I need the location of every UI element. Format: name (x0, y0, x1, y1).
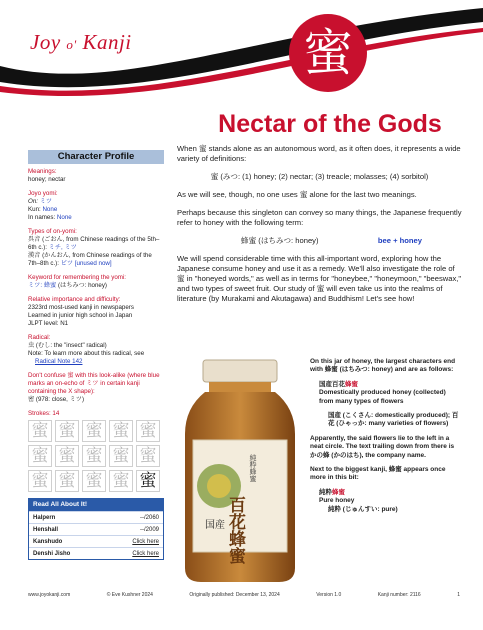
radical-note-link[interactable]: Radical Note 142 (35, 358, 83, 365)
page-footer: www.joyokanji.com © Eve Kushner 2024 Originally published: December 13, 2024 Version 1.0 Kanji number: 2116 1 (28, 592, 460, 598)
denshi-jisho-link[interactable]: Click here (132, 550, 159, 557)
paragraph: As we will see, though, no one uses 蜜 alone for the last two meanings. (177, 190, 417, 199)
character-profile (28, 150, 164, 590)
stroke-step: 蜜 (28, 420, 52, 442)
stroke-step: 蜜 (55, 470, 79, 492)
stroke-step: 蜜 (136, 420, 160, 442)
reference-row[interactable]: Denshi Jisho Click here (29, 547, 163, 559)
reference-row[interactable]: Henshall --/2009 (29, 523, 163, 535)
paragraph: Apparently, the said flowers lie to the left in a neat circle. The text trailing down from there is かの蜂 (かのはち), the company name. (310, 434, 455, 459)
featured-kanji: 蜜 (289, 14, 367, 92)
stroke-step: 蜜 (55, 445, 79, 467)
importance-section: Relative importance and difficulty: 2323rd most-used kanji in newspapers Learned in junior high school in Japan JLPT level: N1 (28, 296, 134, 327)
intro-paragraph: When 蜜 stands alone as an autonomous word, as it often does, it represents a wide variety of definitions: (177, 144, 461, 163)
kanshudo-link[interactable]: Click here (132, 538, 159, 545)
definition-line: 蜜 (みつ: (1) honey; (2) nectar; (3) treacle; molasses; (4) sorbitol) (210, 172, 429, 181)
paragraph: Perhaps because this singleton can convey so many things, the Japanese frequently refer to honey with the following term: (177, 208, 462, 227)
lookalike-section: Don't confuse 蜜 with this look-alike (where blue marks an on-echo of ミツ in certain kanji containing the X shape): 密 (978: close, ミツ) (28, 372, 160, 403)
svg-text:百花蜂蜜: 百花蜂蜜 (225, 496, 245, 564)
stroke-step: 蜜 (109, 445, 133, 467)
stroke-step: 蜜 (109, 470, 133, 492)
stroke-step: 蜜 (136, 470, 160, 492)
profile-heading: Character Profile (28, 150, 164, 164)
paragraph: On this jar of honey, the largest characters end with 蜂蜜 (はちみつ: honey) and are as follows: (310, 358, 456, 374)
page-title: Nectar of the Gods (218, 110, 442, 138)
svg-text:純粋蜂蜜: 純粋蜂蜜 (249, 454, 257, 482)
site-link[interactable]: www.joyokanji.com (28, 592, 71, 598)
read-all-about-it: Read All About It! Halpern --/2060 Henshall --/2009 Kanshudo Click here Denshi Jisho Click here (28, 498, 164, 560)
term-line: 蜂蜜 (はちみつ: honey) bee + honey (241, 236, 422, 245)
page-number: 1 (457, 592, 460, 598)
stroke-step: 蜜 (109, 420, 133, 442)
stroke-step: 蜜 (136, 445, 160, 467)
stroke-step: 蜜 (82, 420, 106, 442)
stroke-order-grid (28, 420, 164, 492)
stroke-step: 蜜 (82, 470, 106, 492)
stroke-step: 蜜 (55, 420, 79, 442)
honey-jar-image (175, 356, 305, 586)
reference-row[interactable]: Kanshudo Click here (29, 535, 163, 547)
reference-row[interactable]: Halpern --/2060 (29, 511, 163, 523)
stroke-step: 蜜 (28, 470, 52, 492)
onyomi-types-section: Types of on-yomi: 呉音 (ごおん, from Chinese readings of the 5th–6th c.): ミチ, ミツ 漢音 (かんおん, from Chinese readings of the 7th–8th c.): ビツ [unused now] (28, 228, 160, 267)
joyo-yomi-section: Joyo yomi: On: ミツ Kun: None In names: None (28, 190, 72, 221)
paragraph: Next to the biggest kanji, 蜂蜜 appears once more in this bit: (310, 466, 446, 482)
paragraph: We will spend considerable time with this all-important word, exploring how the Japanese consume honey and use it as a remedy. We'll also investigate the role of 蜜 in "honeyed words," as well as in terms for "honeybee," "honeymoon," "beeswax," and two types of sweet fruit. Our study of 蜜 will even take us into the realms of literature (by Murakami and Akutagawa) and Buddhism! Let's see how! (177, 254, 462, 303)
svg-text:国産: 国産 (205, 520, 225, 531)
strokes-section: Strokes: 14 蜜 蜜 蜜 蜜 蜜 蜜 蜜 蜜 蜜 蜜 蜜 蜜 蜜 蜜 蜜 (28, 410, 164, 492)
stroke-step: 蜜 (82, 445, 106, 467)
page-header (0, 0, 483, 108)
stroke-step: 蜜 (28, 445, 52, 467)
site-logo[interactable]: Joy o' Kanji (30, 30, 132, 54)
jar-explanation: On this jar of honey, the largest characters end with 蜂蜜 (はちみつ: honey) and are as follows: 国産百花蜂蜜 Domestically produced honey (collected) from many types of flowers 国産 (こくさん: domestically produced); 百花 (ひゃっか: many varieties of flowers) Apparently, the said flowers lie to the left in a neat circle. The text trailing down from there is かの蜂 (かのはち), the company name. Next to the biggest kanji, 蜂蜜 appears once more in this bit: 純粋蜂蜜 Pure honey 純粋 (じゅんすい: pure) (310, 358, 459, 513)
meanings-section: Meanings: honey; nectar (28, 168, 66, 183)
main-article (177, 144, 462, 312)
keyword-section: Keyword for remembering the yomi: ミツ: 蜂蜜 (はちみつ: honey) (28, 274, 127, 289)
radical-section: Radical: 虫 (むし: the "insect" radical) Note: To learn more about this radical, see Radical Note 142 (28, 334, 145, 365)
